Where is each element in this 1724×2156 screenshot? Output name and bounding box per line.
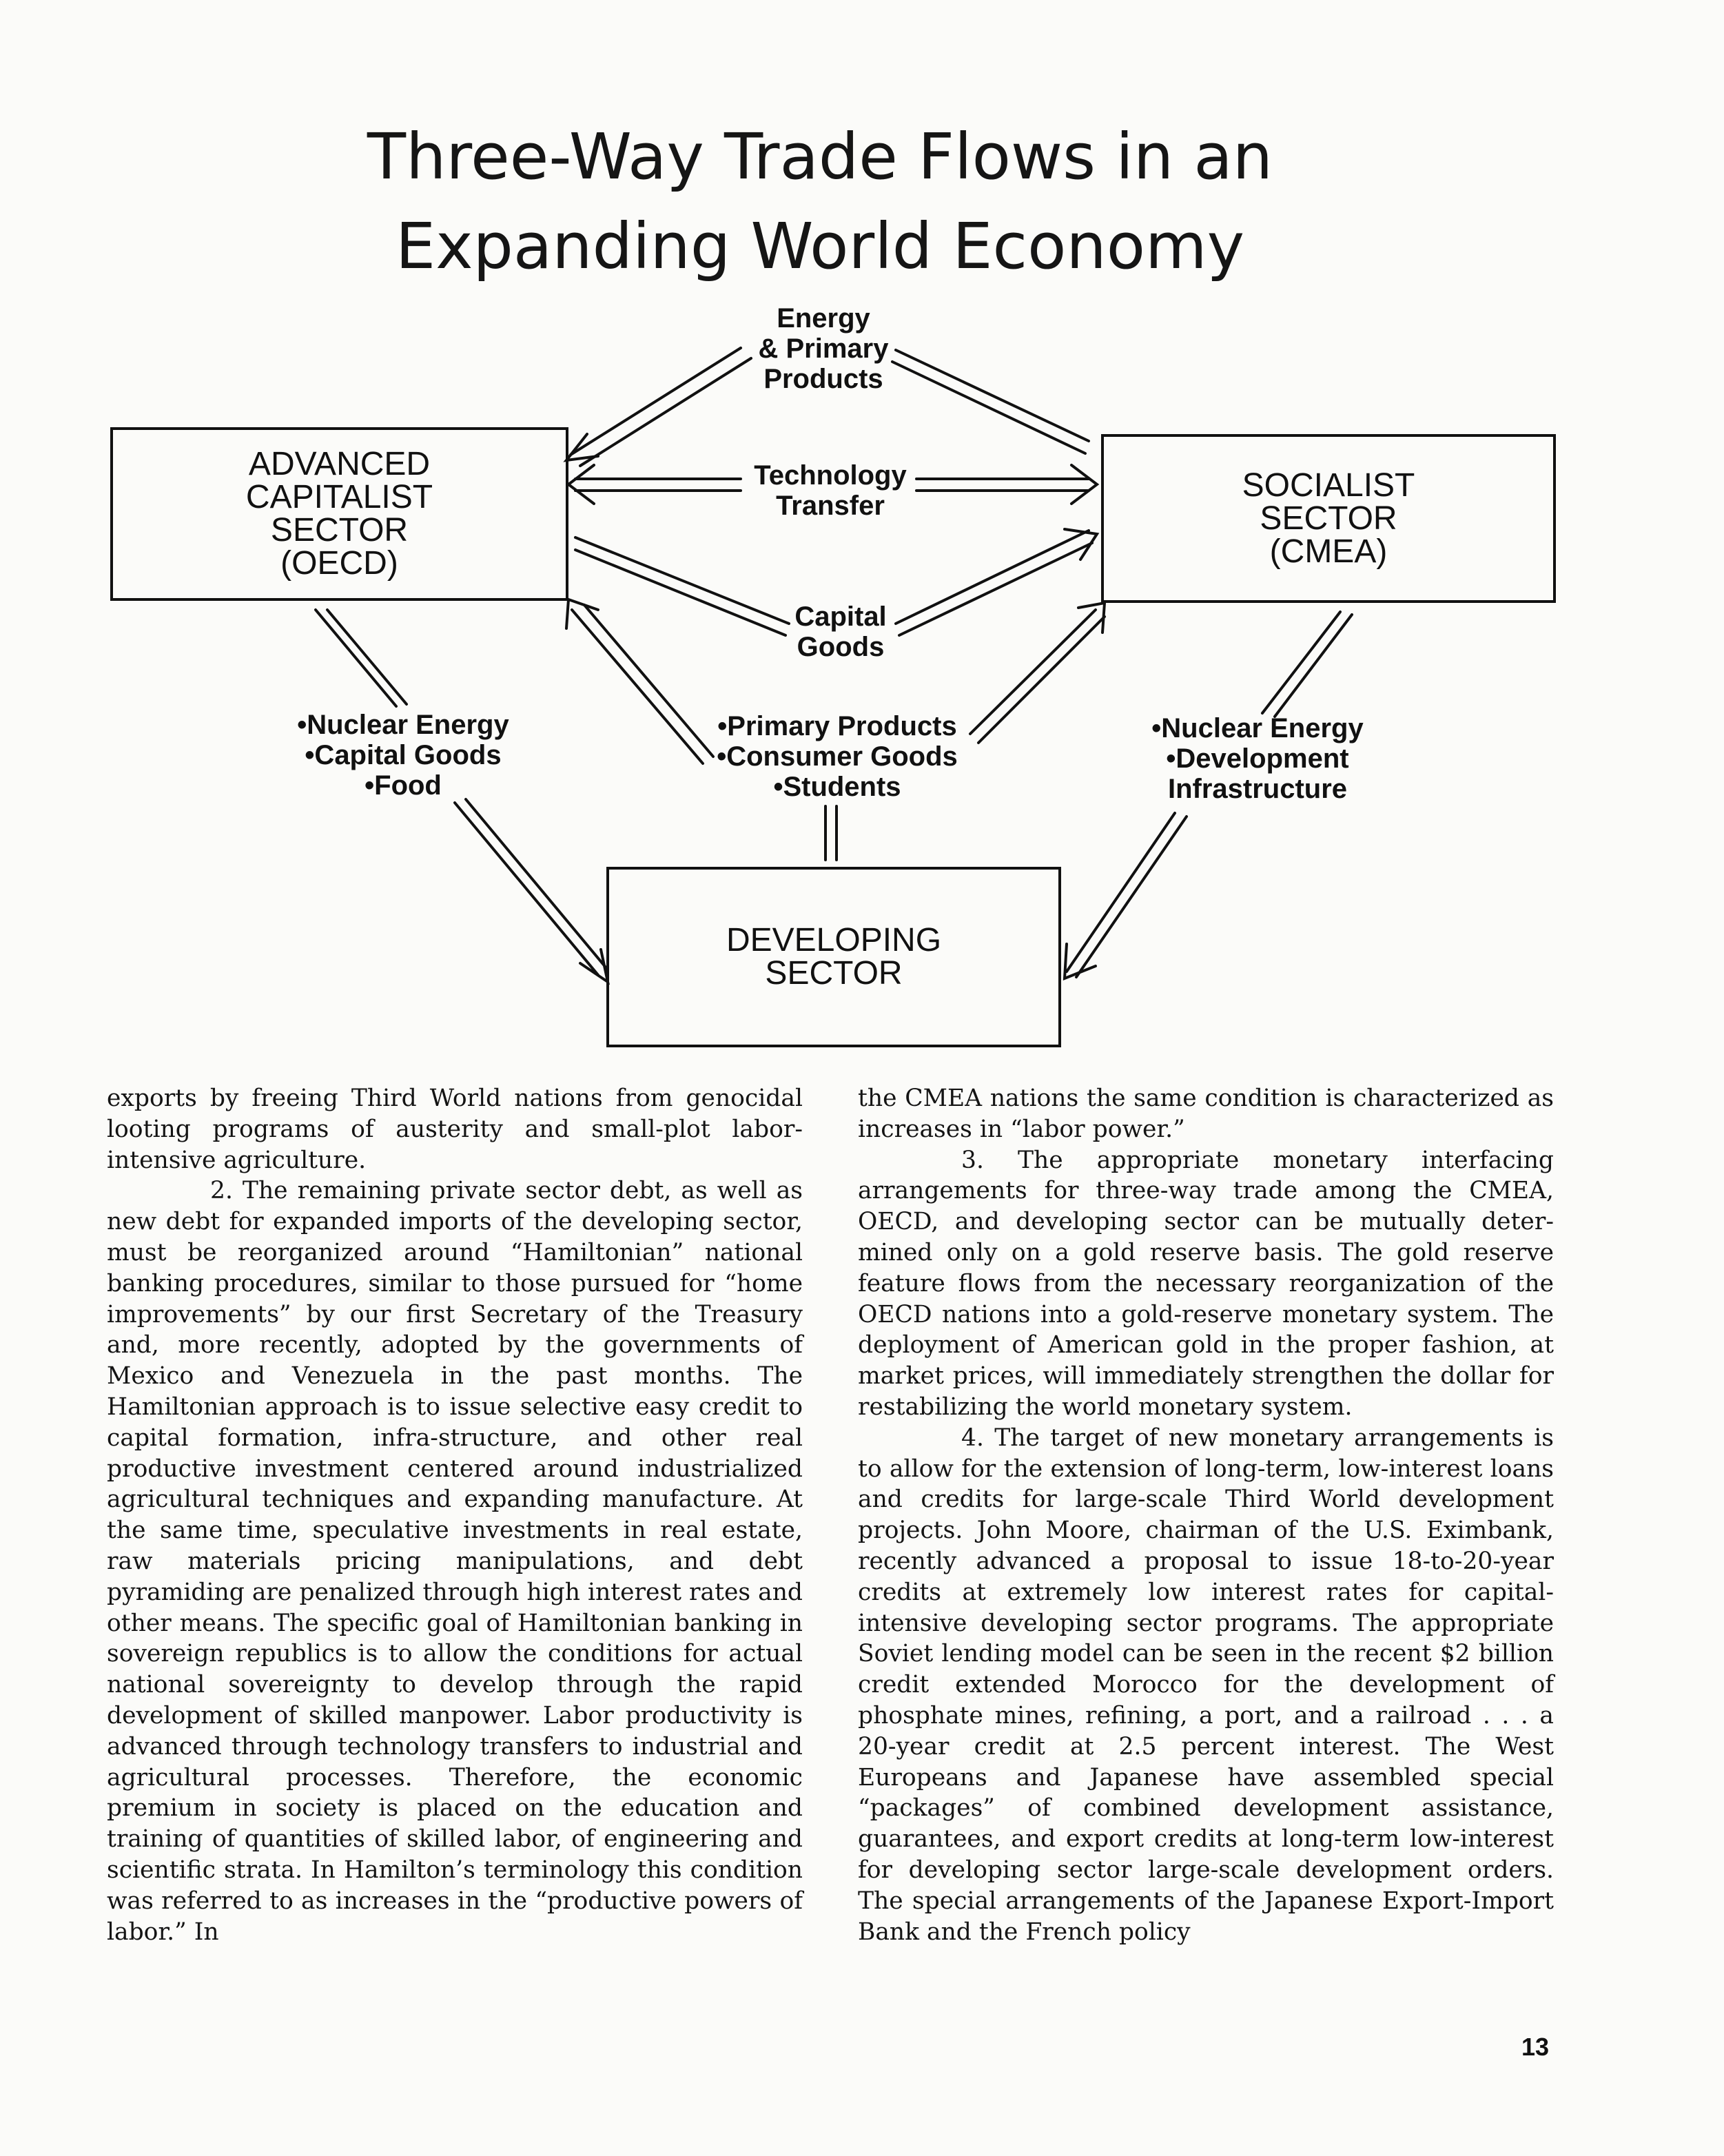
label-dev-exports-line-2: •Consumer Goods [717,741,958,772]
page-number: 13 [1521,2033,1550,2061]
arrow-oecd-dev-lower-a [455,803,598,975]
label-technology-line-1: Technology [754,460,907,491]
label-oecd-dev-line-3: •Food [365,770,442,801]
box-socialist-sector [1101,434,1556,603]
box-oecd-line-3: SECTOR [270,512,409,548]
arrow-cmea-dev-upper-b [1275,615,1352,717]
left-paragraph-2: 2. The remaining private sector debt, as well as new debt for expanded imports of the developing sector, must be reorganized around “Hamiltonian” national banking procedures, similar to those pursued for “home improvements” by our first Secretary of the Treasury and, more recently, adopted by the governments of Mexico and Venezuela in the past months. The Hamiltonian approach is to issue selective easy credit to capital formation, infra-structure, and other real productive investment centered around industrialized agricultural techniques and expanding manufacture. At the same time, speculative investments in real estate, raw materials pricing manipulations, and debt pyramiding are penalized through high interest rates and other means. The specific goal of Hamiltonian banking in sovereign republics is to allow the conditions for actual national sovereignty to develop through the rapid development of skilled manpower. Labor productivity is advanced through technology transfers to industrial and agricultural processes. Therefore, the economic premium in society is placed on the education and training of quantities of skilled labor, of engineering and scientific strata. In Hamilton’s terminology this condition was referred to as increases in the “productive powers of labor.” In [107,1177,803,1946]
arrow-cmea-dev-lower-b [1076,817,1187,977]
arrow-oecd-dev-upper-a [316,610,396,706]
arrow-oecd-dev-lower-b [466,799,606,968]
label-oecd-dev-line-2: •Capital Goods [305,740,502,770]
right-paragraph-1: the CMEA nations the same condition is characterized as increases in “labor power.” [858,1085,1554,1143]
label-cmea-dev-line-1: •Nuclear Energy [1151,713,1364,743]
box-developing-sector [606,867,1061,1047]
arrow-dev-cmea-a [970,610,1096,734]
arrow-capital-right-a [896,531,1089,624]
label-energy-line-2: & Primary [758,333,889,364]
box-cmea-line-1: SOCIALIST [1242,466,1415,504]
box-developing-line-1: DEVELOPING [726,922,942,958]
label-energy-line-1: Energy [777,303,870,333]
arrow-capital-left-a [575,537,789,624]
arrow-cmea-dev-lower-a [1067,813,1175,972]
arrow-energy-right-a [896,350,1089,441]
label-cmea-dev-line-2: •Development [1166,743,1349,774]
left-paragraph-1: exports by freeing Third World nations from genocidal looting programs of austerity and small-plot labor-intensive agriculture. [107,1085,803,1174]
box-developing-line-2: SECTOR [765,955,903,992]
label-technology-transfer [741,460,920,521]
label-capital-line-1: Capital [794,602,887,632]
arrow-energy-shaft-a [571,348,741,455]
label-oecd-dev-line-1: •Nuclear Energy [297,710,509,740]
label-oecd-to-developing [276,710,531,801]
arrow-dev-oecd-b [584,605,713,757]
arrow-tech-left-head [568,465,594,504]
box-advanced-capitalist-sector [110,427,568,601]
label-technology-line-2: Transfer [776,491,885,521]
box-cmea-line-2: SECTOR [1260,500,1397,537]
arrow-tech-right-head [1071,465,1097,504]
label-developing-exports [696,711,978,802]
label-cmea-dev-line-3: Infrastructure [1167,774,1348,804]
arrow-capital-left-b [575,550,786,635]
arrow-dev-oecd-a [572,610,703,763]
page-title-line-1: Three-Way Trade Flows in an [367,120,1273,194]
label-dev-exports-line-1: •Primary Products [717,711,957,741]
label-capital-line-2: Goods [797,632,885,662]
arrow-oecd-dev-upper-b [327,610,407,704]
arrow-capital-right-b [899,543,1092,635]
arrow-dev-cmea-b [978,617,1105,743]
arrow-energy-right-b [892,362,1085,453]
arrow-cmea-dev-head [1065,944,1096,978]
box-oecd-line-1: ADVANCED [248,446,431,482]
label-capital-goods [772,602,910,662]
right-paragraph-2: 3. The appropriate monetary interfacing arrangements for three-way trade among the CMEA, OECD, and developing sector can be mutually deter-mined only on a gold reserve basis. The gold reserve feature flows from the necessary reorganization of the OECD nations into a gold-reserve monetary system. The deployment of American gold in the proper fashion, at market prices, will immediately strengthen the dollar for restabilizing the world monetary system. [858,1146,1554,1421]
right-text-column [858,1083,1554,1947]
box-oecd-line-4: (OECD) [280,545,398,582]
label-energy-primary-products [744,303,903,394]
left-text-column [107,1083,803,1947]
box-cmea-line-3: (CMEA) [1269,533,1388,570]
box-oecd-line-2: CAPITALIST [245,479,433,515]
label-energy-line-3: Products [763,364,883,394]
arrow-energy-shaft-b [580,358,751,466]
right-paragraph-3: 4. The target of new monetary arrangements is to allow for the extension of long-term, low-interest loans and credits for large-scale Third World development projects. John Moore, chairman of the U.S. Eximbank, recently advanced a proposal to issue 18-to-20-year credits at extremely low interest rates for capital-intensive developing sector programs. The appropriate Soviet lending model can be seen in the recent $2 billion credit extended Morocco for the development of phosphate mines, refining, a port, and a railroad . . . a 20-year credit at 2.5 percent interest. The West Europeans and Japanese have assembled special “packages” of combined development assistance, guarantees, and export credits at long-term low-interest for developing sector large-scale development orders. The special arrangements of the Japanese Export-Import Bank and the French policy [858,1424,1554,1946]
page-title-line-2: Expanding World Economy [395,209,1245,283]
label-dev-exports-line-3: •Students [773,772,901,802]
arrow-cmea-dev-upper-a [1262,612,1340,713]
label-cmea-to-developing [1137,713,1378,804]
